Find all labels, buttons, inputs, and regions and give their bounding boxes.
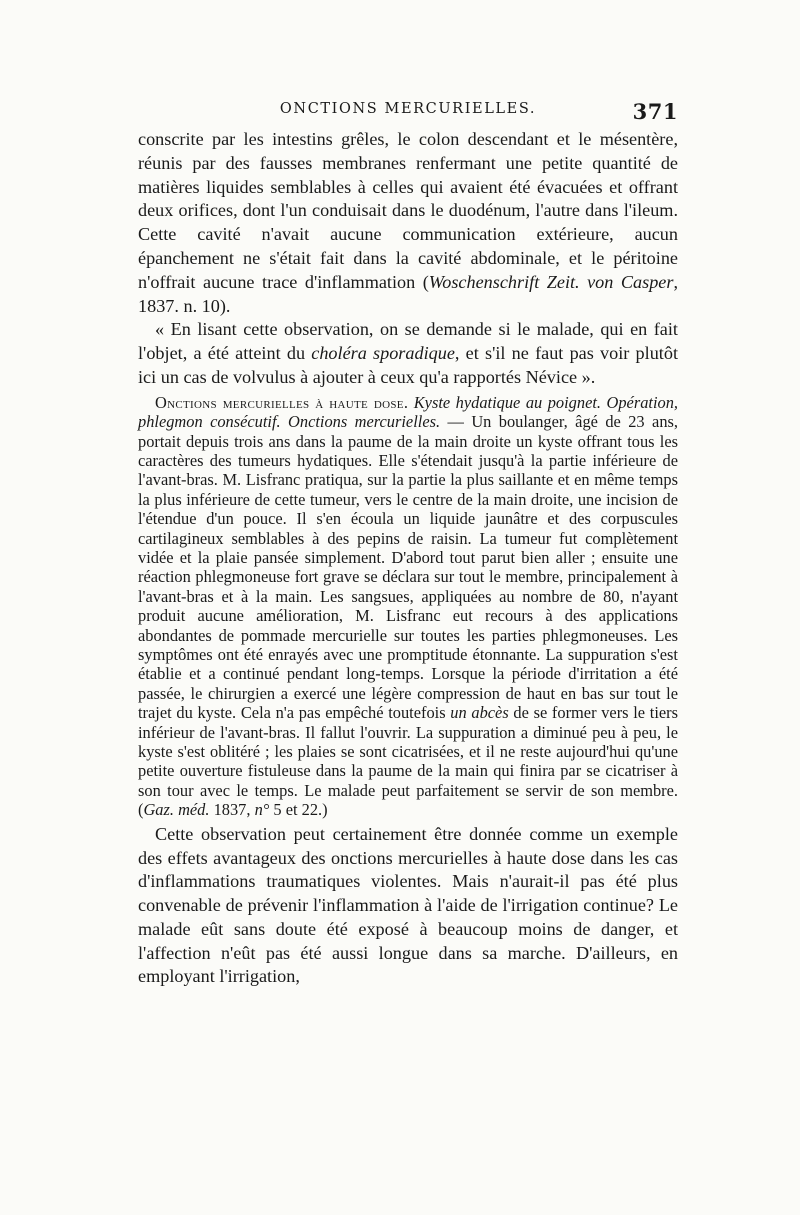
p3-source-citation: Gaz. méd. (143, 800, 210, 820)
paragraph-commentary (138, 823, 678, 990)
p2-text-b: , et s'il ne faut pas voir plutôt ici un cas de volvulus à ajouter à ceux qu'a rapportés Névice ». (138, 343, 678, 387)
p3-italic-abces: un abcès (450, 703, 509, 723)
paragraph-continuation (138, 128, 678, 318)
p1-source-citation: Woschenschrift Zeit. von Casper (428, 271, 674, 292)
page-header (138, 101, 678, 125)
section-subheading: Kyste hydatique au poignet. Opération, phlegmon consécutif. Onctions mercurielles. (138, 392, 678, 432)
p3-text-a: — Un boulanger, âgé de 23 ans, portait depuis trois ans dans la paume de la main droite un kyste offrant tous les caractères des tumeurs hydatiques. Elle s'étendait jusqu'à la partie inférieure de l'avant-bras. M. Lisfranc pratiqua, sur la partie la plus saillante et en même temps la plus inférieure de cette tumeur, vers le centre de la main droite, une incision de l'étendue d'un pouce. Il s'en écoula un liquide jaunâtre et des corpuscules cartilagineux semblables à des pepins de raisin. La tumeur fut complètement vidée et la plaie pansée simplement. D'abord tout parut bien aller ; ensuite une réaction phlegmoneuse fort grave se déclara sur tout le membre, principalement à l'avant-bras et à la main. Les sangsues, appliquées au nombre de 80, n'ayant produit aucune amélioration, M. Lisfranc eut recours à des applications abondantes de pommade mercurielle sur toutes les parties phlegmoneuses. Les symptômes ont été enrayés avec une promptitude étonnante. La suppuration s'est établie et a continué pendant long-temps. Lorsque la période d'irritation a été passée, le chirurgien a exercé une légère compression de haut en bas sur tout le trajet du kyste. Cela n'a pas empêché toutefois (138, 412, 679, 723)
paragraph-case-report (138, 393, 678, 820)
p1-text-b: , 1837. n. 10). (138, 271, 678, 316)
body-text (138, 128, 678, 989)
page-number: 371 (632, 99, 678, 124)
running-title: ONCTIONS MERCURIELLES. (279, 101, 537, 117)
p3-text-b: de se former vers le tiers inférieur de l'avant-bras. Il fallut l'ouvrir. La suppuration a diminué peu à peu, le kyste s'est oblitéré ; les plaies se sont cicatrisées, et il ne reste aujourd'hui qu'une petite ouverture fistuleuse dans la paume de la main qui finira par se cicatriser à son tour avec le temps. Le malade peut parfaitement se servir de son membre. ( (138, 703, 678, 820)
p2-italic-term: choléra sporadique (311, 343, 455, 364)
p3-text-c: 1837, (209, 800, 255, 820)
p3-text-d: 5 et 22.) (269, 800, 328, 820)
p1-text-a: conscrite par les intestins grêles, le colon descendant et le mésentère, réunis par des fausses membranes renfermant une petite quantité de matières liquides semblables à celles qui avaient été évacuées et offrant deux orifices, dont l'un conduisait dans le duodénum, l'autre dans l'ileum. Cette cavité n'avait aucune communication extérieure, aucun épanchement ne s'était fait dans la cavité abdominale, et le péritoine n'offrait aucune trace d'inflammation ( (138, 129, 678, 292)
p2-text-a: « En lisant cette observation, on se demande si le malade, qui en fait l'objet, a été atteint du (138, 319, 678, 364)
section-heading: Onctions mercurielles à haute dose. (155, 392, 409, 412)
p4-text: Cette observation peut certainement être donnée comme un exemple des effets avantageux des onctions mercurielles à haute dose dans les cas d'inflammations traumatiques violentes. Mais n'aurait-il pas été plus convenable de prévenir l'inflammation à l'aide de l'irrigation continue? Le malade eût sans doute été exposé à beaucoup moins de danger, et l'affection n'eût pas été aussi longue dans sa marche. D'ailleurs, en employant l'irrigation, (138, 823, 678, 987)
p3-number-abbrev: n° (254, 800, 270, 820)
paragraph-quote (138, 318, 678, 389)
